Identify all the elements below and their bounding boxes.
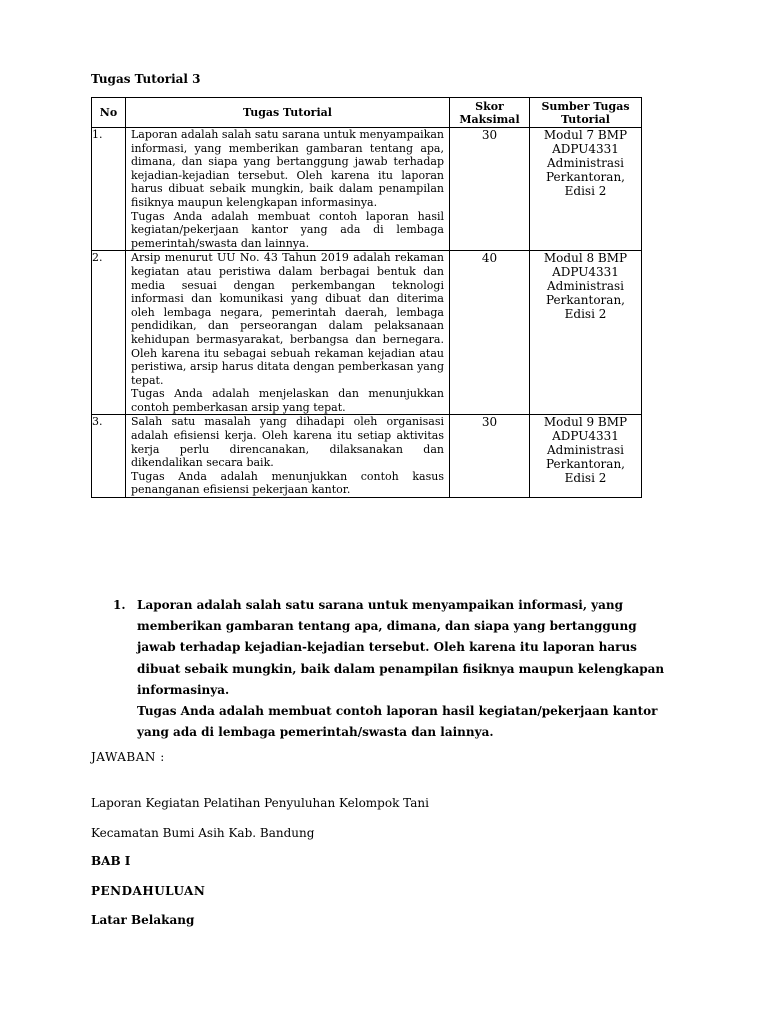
chapter-number: BAB I: [91, 854, 131, 868]
source-line: Perkantoran,: [545, 293, 625, 308]
question-assignment: Tugas Anda adalah membuat contoh laporan hasil kegiatan/pekerjaan kantor yang ada di lembaga pemerintah/swasta dan lainnya.: [137, 704, 658, 740]
source-line: Administrasi: [547, 156, 624, 170]
source-line: ADPU4331: [552, 429, 619, 444]
source-line: Modul 9 BMP: [543, 415, 628, 430]
source-line: Edisi 2: [564, 307, 607, 322]
source-line: ADPU4331: [552, 265, 619, 280]
row-number: 2.: [92, 251, 126, 415]
table-row: [92, 251, 642, 415]
document-title: Tugas Tutorial 3: [91, 72, 201, 86]
table-row: [92, 415, 642, 498]
task-assignment: Tugas Anda adalah menunjukkan contoh kasus penanganan efisiensi pekerjaan kantor.: [131, 469, 444, 497]
task-assignment: Tugas Anda adalah membuat contoh laporan hasil kegiatan/pekerjaan kantor yang ada di lembaga pemerintah/swasta dan lainnya.: [131, 209, 444, 250]
table-header-row: [92, 98, 642, 128]
row-score: 30: [450, 128, 530, 251]
source-line: Perkantoran,: [545, 457, 625, 472]
source-line: Administrasi: [547, 279, 624, 294]
row-task: [126, 415, 450, 498]
row-task: [126, 128, 450, 251]
report-location: Kecamatan Bumi Asih Kab. Bandung: [91, 826, 315, 840]
row-source: [530, 415, 642, 498]
header-task: Tugas Tutorial: [126, 98, 450, 128]
answer-heading: JAWABAN :: [91, 750, 165, 764]
question-text: [137, 595, 673, 743]
question-item: [113, 595, 673, 743]
source-line: Modul 7 BMP: [543, 128, 628, 142]
row-number: 1.: [92, 128, 126, 251]
row-score: 30: [450, 415, 530, 498]
task-assignment: Tugas Anda adalah menjelaskan dan menunjukkan contoh pemberkasan arsip yang tepat.: [131, 387, 444, 414]
row-source: [530, 128, 642, 251]
table-row: [92, 128, 642, 251]
row-number: 3.: [92, 415, 126, 498]
row-source: [530, 251, 642, 415]
report-title: Laporan Kegiatan Pelatihan Penyuluhan Kelompok Tani: [91, 796, 429, 810]
source-line: Edisi 2: [564, 471, 607, 486]
header-no: No: [92, 98, 126, 128]
question-description: Laporan adalah salah satu sarana untuk menyampaikan informasi, yang memberikan gambaran tentang apa, dimana, dan siapa yang bertanggung jawab terhadap kejadian-kejadian tersebut. Oleh karena itu laporan harus dibuat sebaik mungkin, baik dalam penampilan fisiknya maupun kelengkapan informasinya.: [137, 598, 665, 697]
header-score: Skor Maksimal: [450, 98, 530, 128]
tutorial-table: [91, 97, 642, 498]
source-line: Perkantoran,: [545, 170, 625, 184]
row-task: [126, 251, 450, 415]
source-line: Administrasi: [547, 443, 624, 458]
question-number: 1.: [113, 598, 126, 612]
section-heading: Latar Belakang: [91, 913, 195, 927]
chapter-title: PENDAHULUAN: [91, 884, 206, 898]
task-description: Arsip menurut UU No. 43 Tahun 2019 adalah rekaman kegiatan atau peristiwa dalam berbagai bentuk dan media sesuai dengan perkembangan teknologi informasi dan komunikasi yang dibuat dan diterima oleh lembaga negara, pemerintah daerah, lembaga pendidikan, dan perseorangan dalam pelaksanaan kehidupan bermasyarakat, berbangsa dan bernegara. Oleh karena itu sebagai sebuah rekaman kejadian atau peristiwa, arsip harus ditata dengan pemberkasan yang tepat.: [131, 251, 444, 387]
row-score: 40: [450, 251, 530, 415]
header-source: Sumber Tugas Tutorial: [530, 98, 642, 128]
task-description: Salah satu masalah yang dihadapi oleh organisasi adalah efisiensi kerja. Oleh karena itu setiap aktivitas kerja perlu direncanakan, dilaksanakan dan dikendalikan secara baik.: [131, 415, 444, 470]
source-line: ADPU4331: [552, 142, 619, 156]
source-line: Edisi 2: [564, 184, 607, 198]
source-line: Modul 8 BMP: [543, 251, 628, 266]
task-description: Laporan adalah salah satu sarana untuk menyampaikan informasi, yang memberikan gambaran tentang apa, dimana, dan siapa yang bertanggung jawab terhadap kejadian-kejadian tersebut. Oleh karena itu laporan harus dibuat sebaik mungkin, baik dalam penampilan fisiknya maupun kelengkapan informasinya.: [131, 128, 444, 209]
